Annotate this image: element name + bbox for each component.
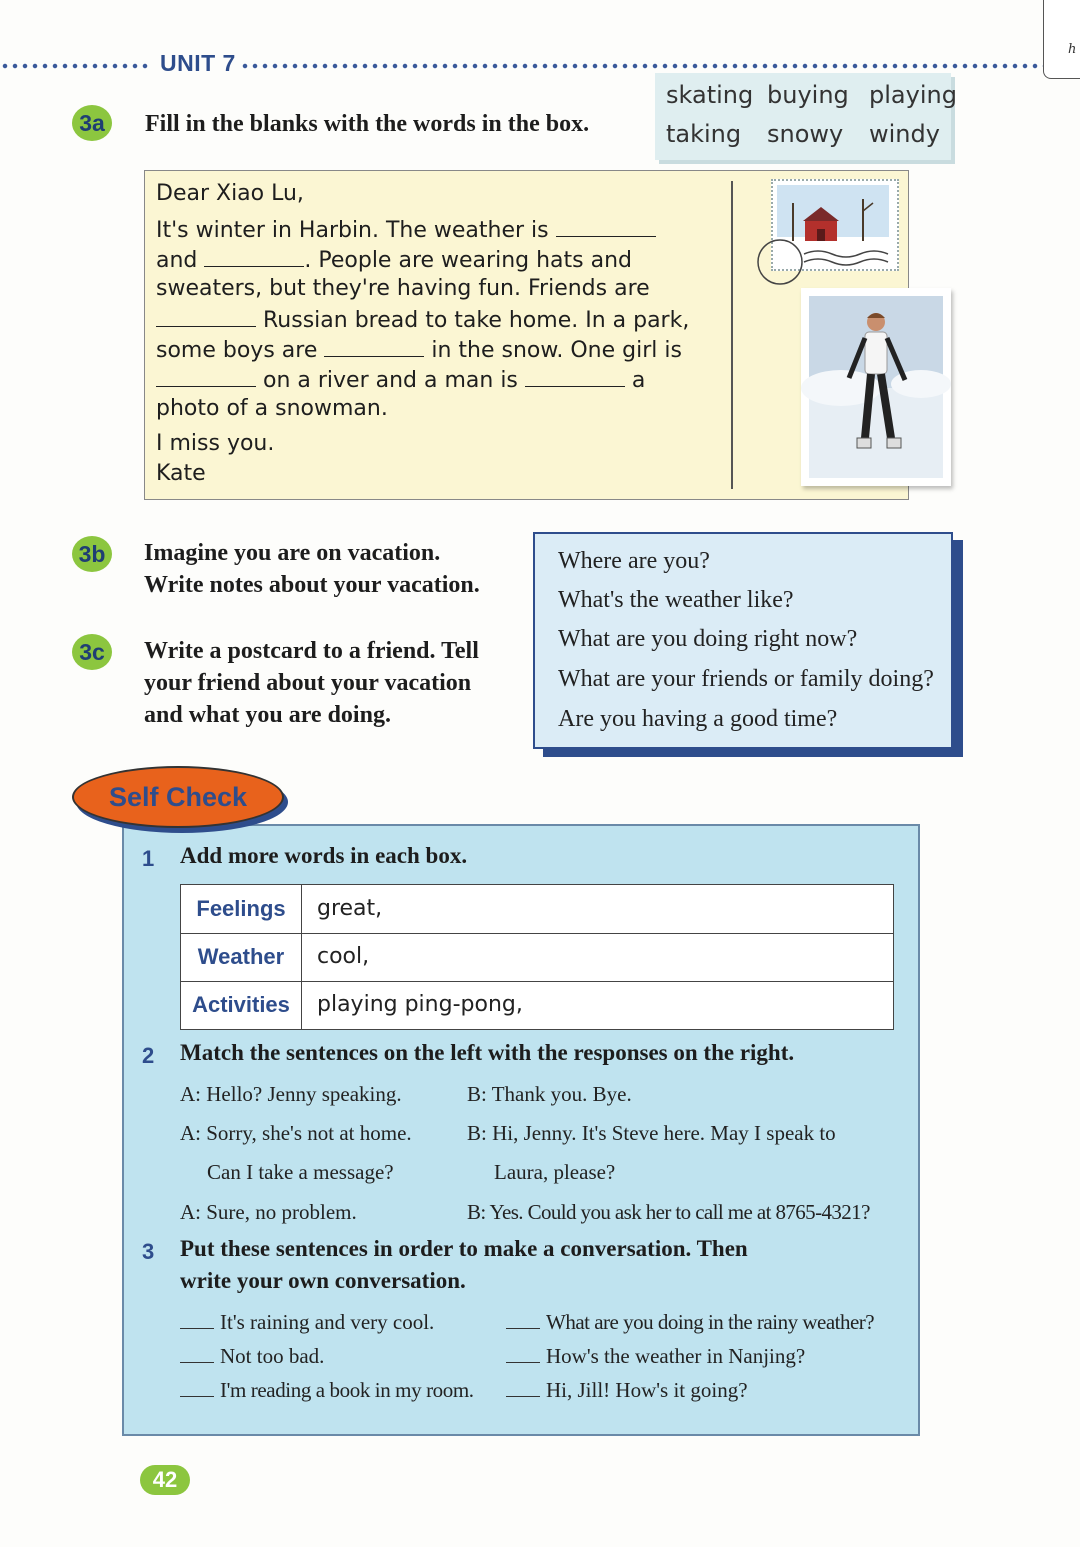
instruction-3c-line1: Write a postcard to a friend. Tell [144,638,479,664]
value-feelings[interactable]: great, [317,896,383,921]
order-blank[interactable] [180,1310,214,1329]
badge-3c: 3c [72,634,112,670]
match-right-3: B: Yes. Could you ask her to call me at 8765-4321? [467,1200,870,1224]
question-4: What are your friends or family doing? [558,666,934,692]
letter-line-5: some boys are in the snow. One girl is [156,338,682,363]
corner-letter: h [1068,42,1077,57]
letter-line-6: on a river and a man is a [156,366,645,393]
blank-5[interactable] [156,366,256,387]
q2-number: 2 [142,1043,155,1068]
match-right-2-cont: Laura, please? [494,1160,616,1184]
next-page-tab [1043,0,1080,79]
q1-title: Add more words in each box. [180,843,468,868]
order-item: I'm reading a book in my room. [180,1378,474,1403]
table-row [181,885,893,934]
instruction-3b-line2: Write notes about your vacation. [144,572,480,598]
category-weather: Weather [181,933,302,981]
match-left-1: A: Hello? Jenny speaking. [180,1082,402,1106]
word-buying: buying [767,81,849,109]
unit-label: UNIT 7 [160,50,236,76]
question-box [533,532,953,749]
blank-1[interactable] [556,216,656,237]
question-5: Are you having a good time? [558,706,838,732]
match-right-2: B: Hi, Jenny. It's Steve here. May I speak to [467,1121,836,1145]
question-2: What's the weather like? [558,587,794,613]
match-left-2: A: Sorry, she's not at home. [180,1121,412,1145]
letter-closing: I miss you. [156,431,275,456]
letter-greeting: Dear Xiao Lu, [156,181,304,206]
blank-6[interactable] [525,366,625,387]
word-windy: windy [869,120,940,148]
blank-2[interactable] [204,246,304,267]
self-check-title: Self Check [72,766,284,828]
word-playing: playing [869,81,957,109]
q2-title: Match the sentences on the left with the responses on the right. [180,1040,795,1065]
category-feelings: Feelings [181,885,302,933]
match-left-2-cont: Can I take a message? [207,1160,394,1184]
postmark-icon [756,236,904,288]
instruction-3a: Fill in the blanks with the words in the box. [145,111,590,137]
letter-line-7: photo of a snowman. [156,396,388,421]
value-activities[interactable]: playing ping-pong, [317,992,523,1017]
instruction-3b-line1: Imagine you are on vacation. [144,540,441,566]
blank-3[interactable] [156,306,256,327]
value-weather[interactable]: cool, [317,944,370,969]
order-item: What are you doing in the rainy weather? [506,1310,874,1335]
match-left-3: A: Sure, no problem. [180,1200,357,1224]
badge-3a: 3a [72,105,112,141]
page-number: 42 [140,1465,190,1495]
word-snowy: snowy [767,120,844,148]
letter-line-4: Russian bread to take home. In a park, [156,306,689,333]
order-item: Not too bad. [180,1344,324,1369]
blank-4[interactable] [324,336,424,357]
order-item: Hi, Jill! How's it going? [506,1378,748,1403]
order-blank[interactable] [506,1310,540,1329]
q3-title-line1: Put these sentences in order to make a conversation. Then [180,1236,748,1261]
letter-line-3: sweaters, but they're having fun. Friends are [156,276,650,301]
table-row [181,933,893,982]
words-table [180,884,894,1030]
order-blank[interactable] [180,1378,214,1397]
match-right-1: B: Thank you. Bye. [467,1082,632,1106]
table-row [181,981,893,1029]
q1-number: 1 [142,846,155,871]
instruction-3c-line3: and what you are doing. [144,702,391,728]
letter-signature: Kate [156,461,206,486]
order-blank[interactable] [506,1344,540,1363]
word-box [655,73,957,160]
letter-line-2: and . People are wearing hats and [156,248,632,273]
order-item: How's the weather in Nanjing? [506,1344,805,1369]
word-skating: skating [666,81,754,109]
word-taking: taking [666,120,742,148]
postcard-divider [731,181,733,489]
order-blank[interactable] [180,1344,214,1363]
badge-3b: 3b [72,536,112,572]
order-blank[interactable] [506,1378,540,1397]
order-item: It's raining and very cool. [180,1310,434,1335]
skater-photo [801,288,951,486]
q3-title-line2: write your own conversation. [180,1268,466,1293]
instruction-3c-line2: your friend about your vacation [144,670,472,696]
q3-number: 3 [142,1239,155,1264]
question-3: What are you doing right now? [558,626,858,652]
letter-line-1: It's winter in Harbin. The weather is [156,216,656,243]
question-1: Where are you? [558,548,710,574]
category-activities: Activities [181,981,302,1029]
